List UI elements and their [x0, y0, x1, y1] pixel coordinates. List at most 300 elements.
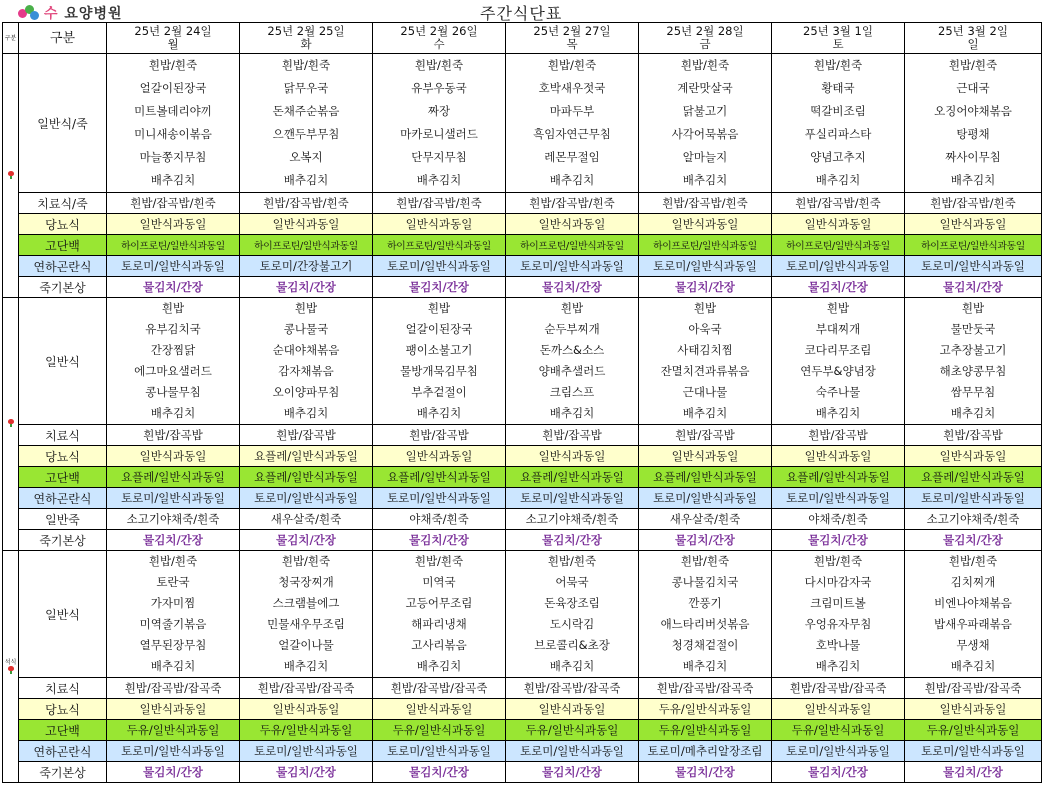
- dish-item: 콩나물김치국: [671, 575, 739, 589]
- meal-mark: [3, 298, 19, 551]
- dish-item: 배추김치: [283, 406, 329, 420]
- diet-cell: 흰밥/잡곡밥: [107, 425, 240, 446]
- diet-cell: 일반식과동일: [772, 214, 905, 235]
- dish-item: 청국장찌개: [278, 575, 334, 589]
- dish-item: 고등어무조림: [405, 596, 473, 610]
- diet-cell: 흰밥/잡곡밥/흰죽: [772, 193, 905, 214]
- dish-item: 배추김치: [950, 173, 996, 187]
- diet-type-label: 죽기본상: [19, 277, 107, 298]
- diet-type-label: 치료식/죽: [19, 193, 107, 214]
- diet-cell: 흰밥/잡곡밥/잡곡죽: [772, 678, 905, 699]
- dish-item: 배추김치: [549, 659, 595, 673]
- diet-cell: 일반식과동일: [373, 214, 506, 235]
- diet-cell: 요플레/일반식과동일: [772, 467, 905, 488]
- dish-item: 배추김치: [815, 173, 861, 187]
- diet-cell: 하이프로틴/일반식과동일: [772, 235, 905, 256]
- diet-cell: 토로미/일반식과동일: [639, 488, 772, 509]
- weekly-menu-table: [2, 22, 1042, 783]
- dish-item: 배추김치: [682, 659, 728, 673]
- dish-item: 흰밥: [294, 301, 318, 315]
- dish-item: 마파두부: [549, 104, 595, 118]
- dish-item: 얼갈이나물: [278, 638, 334, 652]
- dish-item: 아욱국: [688, 322, 722, 336]
- diet-cell: 토로미/일반식과동일: [506, 741, 639, 762]
- dish-item: 콩나물무침: [145, 385, 201, 399]
- diet-type-label: 당뇨식: [19, 214, 107, 235]
- diet-cell: 토로미/일반식과동일: [506, 488, 639, 509]
- diet-cell: 물김치/간장: [905, 277, 1042, 298]
- dish-item: 유부우동국: [411, 81, 467, 95]
- diet-type-label: 고단백: [19, 235, 107, 256]
- dish-item: 연두부&양념장: [800, 364, 876, 378]
- diet-cell: 흰밥/잡곡밥/잡곡죽: [107, 678, 240, 699]
- diet-cell: 흰밥/잡곡밥/잡곡죽: [506, 678, 639, 699]
- diet-cell: 토로미/간장불고기: [240, 256, 373, 277]
- diet-cell: 흰밥/잡곡밥/흰죽: [107, 193, 240, 214]
- day-main-menu: [772, 298, 905, 425]
- diet-cell: 물김치/간장: [107, 277, 240, 298]
- dish-item: 부대찌개: [815, 322, 861, 336]
- dish-item: 민물새우무조림: [267, 617, 345, 631]
- diet-type-label: 일반죽: [19, 509, 107, 530]
- dish-item: 푸실리파스타: [804, 127, 872, 141]
- diet-cell: 토로미/일반식과동일: [905, 741, 1042, 762]
- dish-item: 배추김치: [416, 659, 462, 673]
- dish-item: 닭불고기: [682, 104, 728, 118]
- diet-type-label: 연하곤란식: [19, 488, 107, 509]
- dish-item: 단무지무침: [411, 150, 467, 164]
- dish-item: 고사리볶음: [411, 638, 467, 652]
- diet-cell: 흰밥/잡곡밥/잡곡죽: [240, 678, 373, 699]
- day-main-menu: [373, 54, 506, 193]
- dish-item: 배추김치: [150, 173, 196, 187]
- diet-cell: 물김치/간장: [240, 277, 373, 298]
- day-main-menu: [506, 54, 639, 193]
- diet-cell: 일반식과동일: [506, 699, 639, 720]
- dish-item: 돈까스&소스: [539, 343, 605, 357]
- diet-cell: 일반식과동일: [905, 214, 1042, 235]
- diet-cell: 물김치/간장: [107, 530, 240, 551]
- dish-item: 무생채: [956, 638, 990, 652]
- diet-cell: 토로미/일반식과동일: [772, 256, 905, 277]
- diet-cell: 두유/일반식과동일: [506, 720, 639, 741]
- diet-cell: 소고기야채죽/흰죽: [107, 509, 240, 530]
- dish-item: 호박새우젓국: [538, 81, 606, 95]
- diet-cell: 하이프로틴/일반식과동일: [240, 235, 373, 256]
- day-main-menu: [107, 298, 240, 425]
- diet-cell: 일반식과동일: [373, 446, 506, 467]
- dish-item: 배추김치: [682, 173, 728, 187]
- diet-cell: 요플레/일반식과동일: [506, 467, 639, 488]
- diet-cell: 새우살죽/흰죽: [240, 509, 373, 530]
- dish-item: 황태국: [821, 81, 855, 95]
- diet-cell: 야채죽/흰죽: [373, 509, 506, 530]
- dish-item: 흰밥/흰죽: [281, 58, 331, 72]
- diet-cell: 일반식과동일: [107, 214, 240, 235]
- diet-cell: 소고기야채죽/흰죽: [905, 509, 1042, 530]
- diet-cell: 일반식과동일: [373, 699, 506, 720]
- dish-item: 으깬두부무침: [272, 127, 340, 141]
- dish-item: 부추겉절이: [411, 385, 467, 399]
- dish-item: 배추김치: [549, 173, 595, 187]
- diet-cell: 흰밥/잡곡밥/흰죽: [373, 193, 506, 214]
- dish-item: 양념고추지: [810, 150, 866, 164]
- meal-mark-label: 석식: [4, 659, 17, 666]
- diet-cell: 일반식과동일: [639, 214, 772, 235]
- dish-item: 닭무우국: [283, 81, 329, 95]
- diet-cell: 일반식과동일: [506, 446, 639, 467]
- diet-cell: 물김치/간장: [506, 762, 639, 783]
- dish-item: 얼갈이된장국: [405, 322, 473, 336]
- diet-cell: 일반식과동일: [107, 699, 240, 720]
- diet-cell: 토로미/일반식과동일: [107, 741, 240, 762]
- hospital-logo: [18, 3, 123, 23]
- dish-item: 브로콜리&초장: [534, 638, 610, 652]
- diet-cell: 토로미/메추리알장조림: [639, 741, 772, 762]
- diet-cell: 물김치/간장: [639, 762, 772, 783]
- diet-cell: 토로미/일반식과동일: [772, 488, 905, 509]
- dish-item: 팽이소불고기: [405, 343, 473, 357]
- diet-cell: 흰밥/잡곡밥/잡곡죽: [905, 678, 1042, 699]
- diet-cell: 일반식과동일: [107, 446, 240, 467]
- diet-cell: 하이프로틴/일반식과동일: [905, 235, 1042, 256]
- dish-item: 호박나물: [815, 638, 861, 652]
- dish-item: 흰밥: [693, 301, 717, 315]
- dish-item: 청경채겉절이: [671, 638, 739, 652]
- dish-item: 애느타리버섯볶음: [660, 617, 750, 631]
- day-main-menu: [905, 298, 1042, 425]
- dish-item: 도시락김: [549, 617, 595, 631]
- day-main-menu: [373, 298, 506, 425]
- dish-item: 사각어묵볶음: [671, 127, 739, 141]
- dish-item: 쌈무무침: [950, 385, 996, 399]
- dish-item: 흰밥/흰죽: [948, 58, 998, 72]
- dish-item: 코다리무조림: [804, 343, 872, 357]
- diet-cell: 토로미/일반식과동일: [639, 256, 772, 277]
- diet-cell: 요플레/일반식과동일: [639, 467, 772, 488]
- diet-cell: 두유/일반식과동일: [639, 720, 772, 741]
- logo-prefix: 수: [44, 6, 59, 22]
- dish-item: 숙주나물: [815, 385, 861, 399]
- dish-item: 계란맛살국: [677, 81, 733, 95]
- diet-cell: 물김치/간장: [373, 762, 506, 783]
- diet-type-label: 연하곤란식: [19, 256, 107, 277]
- dish-item: 열무된장무침: [139, 638, 207, 652]
- diet-cell: 흰밥/잡곡밥: [905, 425, 1042, 446]
- dish-item: 양배추샐러드: [538, 364, 606, 378]
- diet-cell: 물김치/간장: [772, 530, 905, 551]
- dish-item: 배추김치: [283, 173, 329, 187]
- dish-item: 사태김치찜: [677, 343, 733, 357]
- dish-item: 물방개묵김무침: [400, 364, 478, 378]
- dish-item: 감자채볶음: [278, 364, 334, 378]
- dish-item: 어묵국: [555, 575, 589, 589]
- dish-item: 순대야채볶음: [272, 343, 340, 357]
- day-main-menu: [240, 551, 373, 678]
- diet-cell: 두유/일반식과동일: [639, 699, 772, 720]
- dish-item: 미트볼데리야끼: [134, 104, 212, 118]
- diet-cell: 물김치/간장: [240, 762, 373, 783]
- dish-item: 흰밥: [560, 301, 584, 315]
- dish-item: 근대국: [956, 81, 990, 95]
- diet-cell: 물김치/간장: [639, 530, 772, 551]
- dish-item: 흰밥/흰죽: [547, 58, 597, 72]
- day-main-menu: [107, 551, 240, 678]
- day-main-menu: [506, 551, 639, 678]
- dish-item: 얼갈이된장국: [139, 81, 207, 95]
- dish-item: 오복지: [289, 150, 323, 164]
- dish-item: 흰밥/흰죽: [414, 58, 464, 72]
- dish-item: 배추김치: [682, 406, 728, 420]
- dish-item: 에그마요샐러드: [134, 364, 212, 378]
- diet-cell: 흰밥/잡곡밥: [373, 425, 506, 446]
- dish-item: 짜장: [427, 104, 451, 118]
- mark-header: 구분: [3, 23, 19, 54]
- dish-item: 간장찜닭: [150, 343, 196, 357]
- dish-item: 고추장불고기: [939, 343, 1007, 357]
- diet-cell: 물김치/간장: [506, 530, 639, 551]
- diet-cell: 하이프로틴/일반식과동일: [506, 235, 639, 256]
- meal-main-label: 일반식: [19, 551, 107, 678]
- dish-item: 토란국: [156, 575, 190, 589]
- diet-cell: 흰밥/잡곡밥/흰죽: [639, 193, 772, 214]
- dish-item: 흰밥/흰죽: [148, 58, 198, 72]
- diet-cell: 토로미/일반식과동일: [905, 256, 1042, 277]
- dish-item: 다시마감자국: [804, 575, 872, 589]
- diet-cell: 일반식과동일: [772, 446, 905, 467]
- dish-item: 오징어야채볶음: [934, 104, 1012, 118]
- diet-cell: 토로미/일반식과동일: [506, 256, 639, 277]
- dish-item: 해초양콩무침: [939, 364, 1007, 378]
- diet-cell: 두유/일반식과동일: [240, 720, 373, 741]
- dish-item: 순두부찌개: [544, 322, 600, 336]
- day-main-menu: [639, 551, 772, 678]
- meal-mark: [3, 551, 19, 783]
- diet-cell: 토로미/일반식과동일: [373, 741, 506, 762]
- day-header: 25년 3월 2일 일: [905, 23, 1042, 54]
- dish-item: 흰밥/흰죽: [948, 554, 998, 568]
- day-main-menu: [506, 298, 639, 425]
- day-header: 25년 2월 26일 수: [373, 23, 506, 54]
- diet-cell: 하이프로틴/일반식과동일: [107, 235, 240, 256]
- dish-item: 배추김치: [283, 659, 329, 673]
- dish-item: 물만둣국: [950, 322, 996, 336]
- day-main-menu: [639, 54, 772, 193]
- meal-mark: [3, 54, 19, 298]
- dish-item: 배추김치: [950, 659, 996, 673]
- diet-type-label: 죽기본상: [19, 530, 107, 551]
- dish-item: 흰밥/흰죽: [680, 554, 730, 568]
- day-header: 25년 3월 1일 토: [772, 23, 905, 54]
- dish-item: 크림스프: [549, 385, 595, 399]
- diet-cell: 요플레/일반식과동일: [905, 467, 1042, 488]
- diet-cell: 토로미/일반식과동일: [240, 488, 373, 509]
- dish-item: 흰밥: [961, 301, 985, 315]
- diet-cell: 흰밥/잡곡밥: [506, 425, 639, 446]
- dish-item: 떡갈비조림: [810, 104, 866, 118]
- dish-item: 흰밥: [427, 301, 451, 315]
- diet-cell: 하이프로틴/일반식과동일: [639, 235, 772, 256]
- dish-item: 배추김치: [150, 659, 196, 673]
- day-main-menu: [772, 551, 905, 678]
- diet-cell: 흰밥/잡곡밥/흰죽: [240, 193, 373, 214]
- diet-cell: 흰밥/잡곡밥/흰죽: [905, 193, 1042, 214]
- dish-item: 깐풍기: [688, 596, 722, 610]
- diet-cell: 일반식과동일: [506, 214, 639, 235]
- dish-item: 가자미찜: [150, 596, 196, 610]
- day-header: 25년 2월 24일 월: [107, 23, 240, 54]
- dish-item: 오이양파무침: [272, 385, 340, 399]
- day-header: 25년 2월 27일 목: [506, 23, 639, 54]
- diet-type-label: 치료식: [19, 425, 107, 446]
- diet-cell: 일반식과동일: [240, 214, 373, 235]
- diet-cell: 토로미/일반식과동일: [772, 741, 905, 762]
- diet-cell: 물김치/간장: [506, 277, 639, 298]
- diet-cell: 일반식과동일: [240, 699, 373, 720]
- diet-cell: 두유/일반식과동일: [373, 720, 506, 741]
- diet-cell: 물김치/간장: [772, 277, 905, 298]
- diet-cell: 토로미/일반식과동일: [107, 488, 240, 509]
- diet-cell: 일반식과동일: [639, 446, 772, 467]
- diet-cell: 토로미/일반식과동일: [373, 256, 506, 277]
- dish-item: 배추김치: [549, 406, 595, 420]
- day-main-menu: [639, 298, 772, 425]
- diet-cell: 요플레/일반식과동일: [240, 467, 373, 488]
- diet-cell: 요플레/일반식과동일: [373, 467, 506, 488]
- diet-type-label: 당뇨식: [19, 446, 107, 467]
- diet-cell: 토로미/일반식과동일: [107, 256, 240, 277]
- dish-item: 밥새우파래볶음: [934, 617, 1012, 631]
- dish-item: 배추김치: [150, 406, 196, 420]
- diet-cell: 흰밥/잡곡밥: [639, 425, 772, 446]
- diet-cell: 물김치/간장: [772, 762, 905, 783]
- dish-item: 김치찌개: [950, 575, 996, 589]
- dish-item: 배추김치: [416, 406, 462, 420]
- flower-icon: [8, 419, 14, 427]
- diet-cell: 일반식과동일: [905, 446, 1042, 467]
- diet-cell: 하이프로틴/일반식과동일: [373, 235, 506, 256]
- dish-item: 배추김치: [815, 659, 861, 673]
- day-header: 25년 2월 25일 화: [240, 23, 373, 54]
- dish-item: 탕평채: [956, 127, 990, 141]
- dish-item: 잔멸치견과류볶음: [660, 364, 750, 378]
- dish-item: 흰밥: [161, 301, 185, 315]
- dish-item: 미역줄기볶음: [139, 617, 207, 631]
- diet-type-label: 고단백: [19, 467, 107, 488]
- diet-cell: 일반식과동일: [772, 699, 905, 720]
- diet-cell: 소고기야채죽/흰죽: [506, 509, 639, 530]
- logo-mark-icon: [18, 5, 40, 21]
- flower-icon: [8, 666, 14, 674]
- dish-item: 스크램블에그: [272, 596, 340, 610]
- dish-item: 미역국: [422, 575, 456, 589]
- meal-main-label: 일반식/죽: [19, 54, 107, 193]
- diet-cell: 흰밥/잡곡밥/흰죽: [506, 193, 639, 214]
- dish-item: 우엉유자무침: [804, 617, 872, 631]
- day-header: 25년 2월 28일 금: [639, 23, 772, 54]
- diet-cell: 흰밥/잡곡밥: [240, 425, 373, 446]
- diet-cell: 요플레/일반식과동일: [240, 446, 373, 467]
- diet-type-label: 연하곤란식: [19, 741, 107, 762]
- dish-item: 짜사이무침: [945, 150, 1001, 164]
- diet-cell: 야채죽/흰죽: [772, 509, 905, 530]
- category-header: 구분: [19, 23, 107, 54]
- diet-cell: 물김치/간장: [373, 277, 506, 298]
- diet-cell: 흰밥/잡곡밥/잡곡죽: [639, 678, 772, 699]
- diet-cell: 요플레/일반식과동일: [107, 467, 240, 488]
- day-main-menu: [905, 551, 1042, 678]
- diet-cell: 토로미/일반식과동일: [240, 741, 373, 762]
- dish-item: 비엔나야채볶음: [934, 596, 1012, 610]
- diet-cell: 흰밥/잡곡밥/잡곡죽: [373, 678, 506, 699]
- diet-cell: 물김치/간장: [240, 530, 373, 551]
- dish-item: 유부김치국: [145, 322, 201, 336]
- diet-type-label: 치료식: [19, 678, 107, 699]
- dish-item: 알마늘지: [682, 150, 728, 164]
- diet-cell: 물김치/간장: [373, 530, 506, 551]
- dish-item: 마카로니샐러드: [400, 127, 478, 141]
- diet-cell: 토로미/일반식과동일: [905, 488, 1042, 509]
- diet-type-label: 당뇨식: [19, 699, 107, 720]
- dish-item: 배추김치: [950, 406, 996, 420]
- dish-item: 흑임자연근무침: [533, 127, 611, 141]
- dish-item: 흰밥/흰죽: [813, 554, 863, 568]
- day-main-menu: [905, 54, 1042, 193]
- logo-text: 요양병원: [64, 6, 123, 22]
- diet-cell: 두유/일반식과동일: [772, 720, 905, 741]
- dish-item: 흰밥/흰죽: [281, 554, 331, 568]
- dish-item: 돈육장조림: [544, 596, 600, 610]
- diet-cell: 물김치/간장: [639, 277, 772, 298]
- diet-type-label: 죽기본상: [19, 762, 107, 783]
- day-main-menu: [107, 54, 240, 193]
- day-main-menu: [772, 54, 905, 193]
- dish-item: 흰밥/흰죽: [148, 554, 198, 568]
- dish-item: 흰밥/흰죽: [414, 554, 464, 568]
- dish-item: 콩나물국: [283, 322, 329, 336]
- flower-icon: [8, 171, 14, 179]
- page-title: 주간식단표: [480, 4, 563, 23]
- dish-item: 마늘쫑지무침: [139, 150, 207, 164]
- day-main-menu: [240, 54, 373, 193]
- dish-item: 흰밥/흰죽: [813, 58, 863, 72]
- diet-cell: 일반식과동일: [905, 699, 1042, 720]
- dish-item: 흰밥: [826, 301, 850, 315]
- dish-item: 미니새송이볶음: [134, 127, 212, 141]
- diet-type-label: 고단백: [19, 720, 107, 741]
- diet-cell: 두유/일반식과동일: [107, 720, 240, 741]
- diet-cell: 두유/일반식과동일: [905, 720, 1042, 741]
- diet-cell: 새우살죽/흰죽: [639, 509, 772, 530]
- day-main-menu: [373, 551, 506, 678]
- dish-item: 근대나물: [682, 385, 728, 399]
- dish-item: 레몬무절임: [544, 150, 600, 164]
- dish-item: 흰밥/흰죽: [547, 554, 597, 568]
- dish-item: 크림미트볼: [810, 596, 866, 610]
- diet-cell: 물김치/간장: [905, 530, 1042, 551]
- dish-item: 해파리냉채: [411, 617, 467, 631]
- dish-item: 돈채주순볶음: [272, 104, 340, 118]
- day-main-menu: [240, 298, 373, 425]
- diet-cell: 토로미/일반식과동일: [373, 488, 506, 509]
- dish-item: 흰밥/흰죽: [680, 58, 730, 72]
- dish-item: 배추김치: [416, 173, 462, 187]
- meal-main-label: 일반식: [19, 298, 107, 425]
- diet-cell: 물김치/간장: [107, 762, 240, 783]
- diet-cell: 물김치/간장: [905, 762, 1042, 783]
- diet-cell: 흰밥/잡곡밥: [772, 425, 905, 446]
- dish-item: 배추김치: [815, 406, 861, 420]
